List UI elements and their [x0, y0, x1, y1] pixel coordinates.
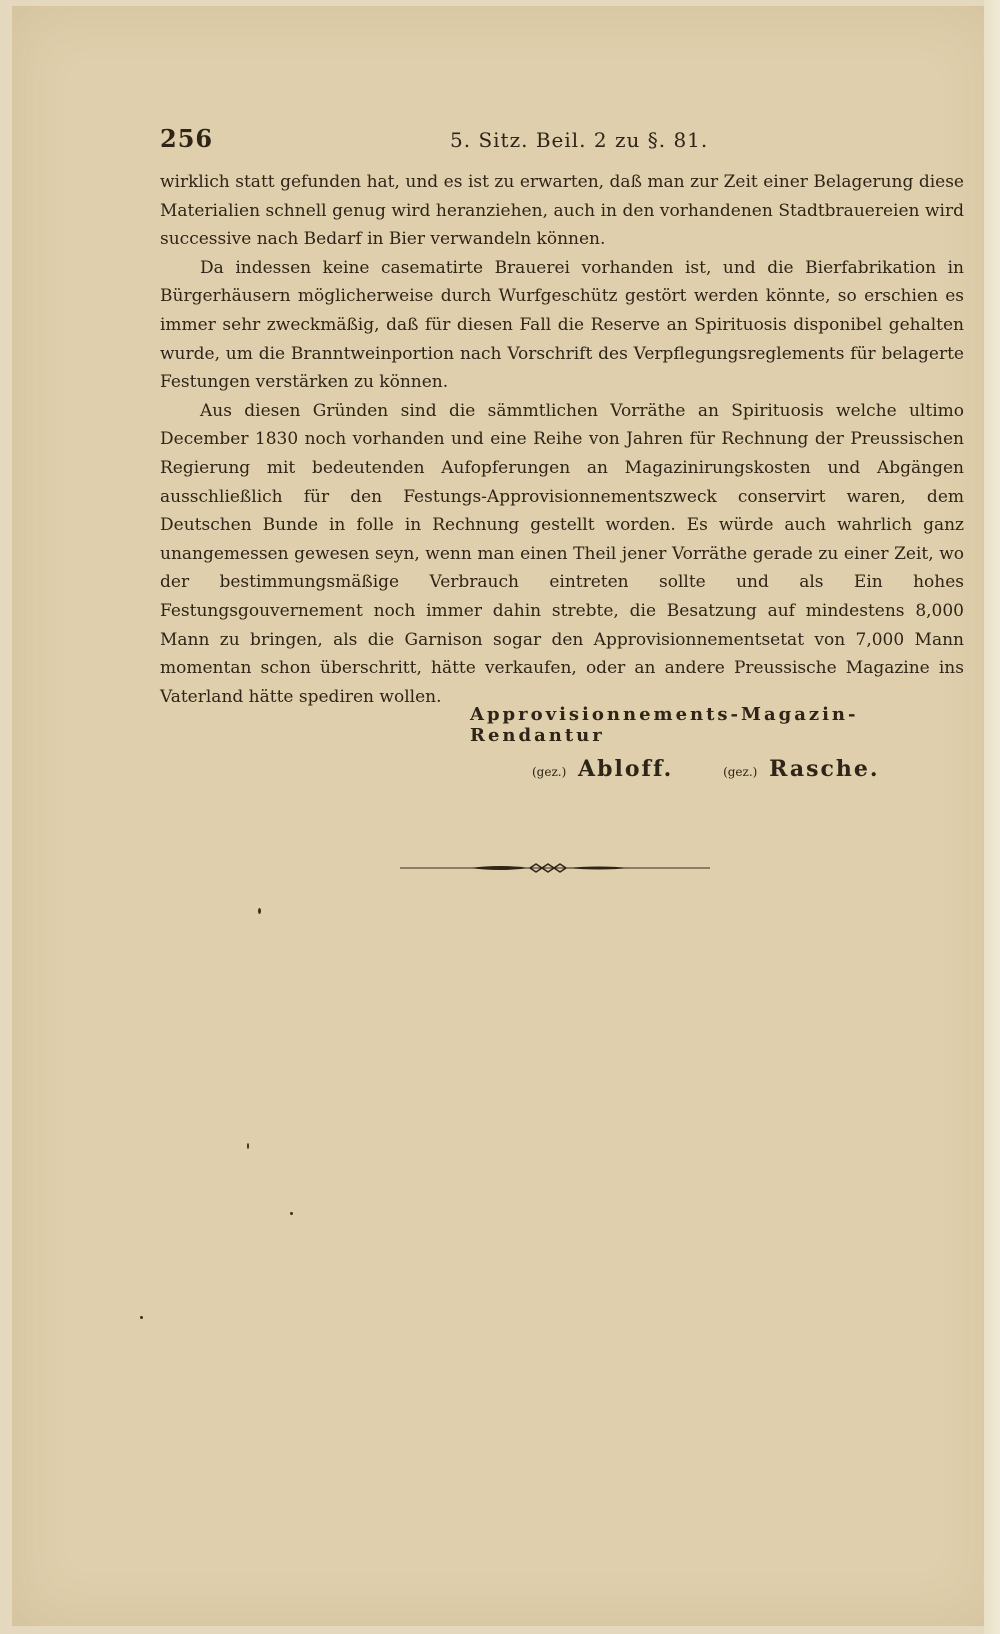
- paragraph: Aus diesen Gründen sind die sämmtlichen Vorräthe an Spirituosis welche ultimo December 1830 noch vorhanden und eine Reihe von Jahren für Rechnung der Preussischen Regierung mit bedeutenden Aufopferungen an Magazinirungskosten und Abgängen ausschließlich für den Festungs-Approvisionnementszweck conservirt waren, dem Deutschen Bunde in folle in Rechnung gestellt worden. Es würde auch wahrlich ganz unangemessen gewesen seyn, wenn man einen Theil jener Vorräthe gerade zu einer Zeit, wo der bestimmungsmäßige Verbrauch eintreten sollte und als Ein hohes Festungsgouvernement noch immer dahin strebte, die Besatzung auf mindestens 8,000 Mann zu bringen, als die Garnison sogar den Approvisionnementsetat von 7,000 Mann momentan schon überschritt, hätte verkaufen, oder an andere Preussische Magazine ins Vaterland hätte spediren wollen.: [160, 400, 964, 707]
- paragraph: Da indessen keine casematirte Brauerei vorhanden ist, und die Bierfabrikation in Bürgerhäusern möglicherweise durch Wurfgeschütz gestört werden könnte, so erschien es immer sehr zweckmäßig, daß für diesen Fall die Reserve an Spirituosis disponibel gehalten wurde, um die Branntweinportion nach Vorschrift des Verpflegungsreglements für belagerte Festungen verstärken zu können.: [160, 257, 964, 393]
- page-header: [160, 124, 960, 158]
- page-number: 256: [160, 124, 214, 153]
- print-speck: [140, 1316, 143, 1319]
- signatory-name: Abloff.: [578, 756, 674, 782]
- print-speck: [258, 908, 261, 914]
- signature-block: [470, 704, 970, 782]
- paragraph: wirklich statt gefunden hat, und es ist zu erwarten, daß man zur Zeit einer Belagerung diese Materialien schnell genug wird heranziehen, auch in den vorhandenen Stadtbrauereien wird successive nach Bedarf in Bier verwandeln können.: [160, 172, 964, 250]
- body-text: [160, 168, 964, 711]
- gez-label: (gez.): [723, 765, 758, 779]
- closing-ornament: [400, 860, 710, 876]
- gez-label: (gez.): [532, 765, 567, 779]
- print-speck: [290, 1212, 293, 1215]
- signatory-name: Rasche.: [769, 756, 880, 782]
- scan-edge: [984, 0, 1000, 1634]
- running-head: 5. Sitz. Beil. 2 zu §. 81.: [450, 128, 709, 152]
- signatories: [470, 756, 970, 782]
- signing-office: Approvisionnements-Magazin-Rendantur: [470, 704, 859, 746]
- print-speck: [247, 1143, 249, 1149]
